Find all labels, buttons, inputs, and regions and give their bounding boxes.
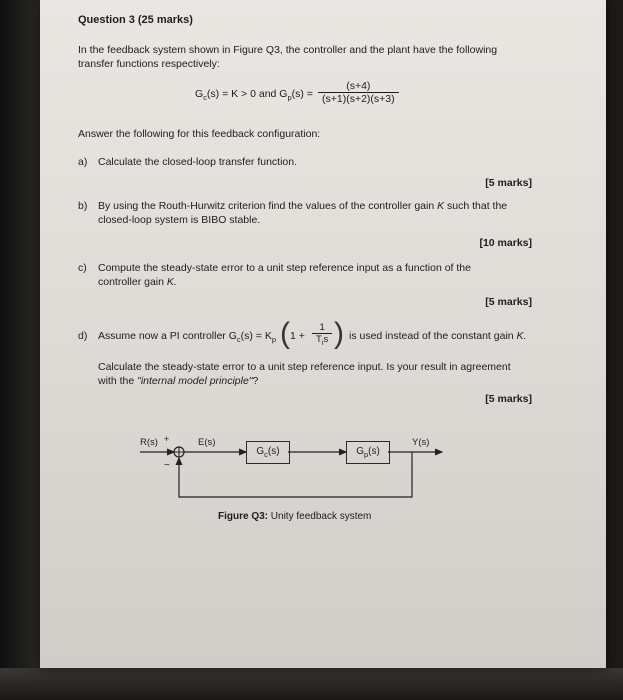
pi-frac-num: 1 — [319, 322, 325, 333]
part-d-line-3: with the "internal model principle"? — [98, 375, 259, 387]
part-b-label: b) — [78, 200, 88, 212]
part-c-line-2: controller gain K. — [98, 276, 177, 288]
block-diagram-lines — [40, 0, 606, 668]
pi-one-plus: 1 + — [290, 330, 305, 342]
paren-close: ) — [334, 317, 344, 350]
paren-open: ( — [280, 317, 290, 350]
part-c-line-1: Compute the steady-state error to a unit step reference input as a function of the — [98, 262, 471, 274]
bottom-shadow — [0, 668, 623, 700]
intro-line-1: In the feedback system shown in Figure Q3, the controller and the plant have the following — [78, 44, 498, 56]
part-d-label: d) — [78, 330, 88, 342]
part-d-line-1b: is used instead of the constant gain K. — [349, 330, 527, 342]
output-label: Y(s) — [412, 437, 430, 448]
answer-prompt: Answer the following for this feedback configuration: — [78, 128, 321, 140]
part-a-label: a) — [78, 156, 88, 168]
part-c-marks: [5 marks] — [485, 296, 532, 308]
left-shadow — [0, 0, 40, 700]
minus-sign: − — [164, 460, 170, 471]
figure-caption: Figure Q3: Unity feedback system — [218, 511, 372, 522]
input-label: R(s) — [140, 437, 158, 448]
part-a-text: Calculate the closed-loop transfer function. — [98, 156, 298, 168]
error-label: E(s) — [198, 437, 216, 448]
plus-sign: + — [164, 434, 170, 444]
part-d-line-1a: Assume now a PI controller $G_c(s) = K_p$ — [98, 330, 277, 344]
part-d-line-2: Calculate the steady-state error to a unit step reference input. Is your result in agreement — [98, 361, 511, 373]
pi-frac-den: $T_is$ — [312, 333, 332, 345]
part-a-marks: [5 marks] — [485, 177, 532, 189]
part-b-line-2: closed-loop system is BIBO stable. — [98, 214, 261, 226]
controller-block: $G_c(s)$ — [246, 441, 290, 464]
part-b-line-1: By using the Routh-Hurwitz criterion find the values of the controller gain K such that the — [98, 200, 508, 212]
part-c-label: c) — [78, 262, 87, 274]
exam-paper — [40, 0, 606, 668]
part-b-marks: [10 marks] — [479, 237, 532, 249]
plant-numerator: (s+4) — [346, 80, 371, 92]
plant-block: $G_p(s)$ — [346, 441, 390, 464]
plant-denominator: (s+1)(s+2)(s+3) — [318, 92, 399, 105]
part-d-marks: [5 marks] — [485, 393, 532, 405]
question-title: Question 3 (25 marks) — [78, 14, 193, 26]
transfer-functions: $G_c(s) = K > 0$ and $G_p(s)$ = — [195, 88, 313, 102]
intro-line-2: transfer functions respectively: — [78, 58, 220, 70]
